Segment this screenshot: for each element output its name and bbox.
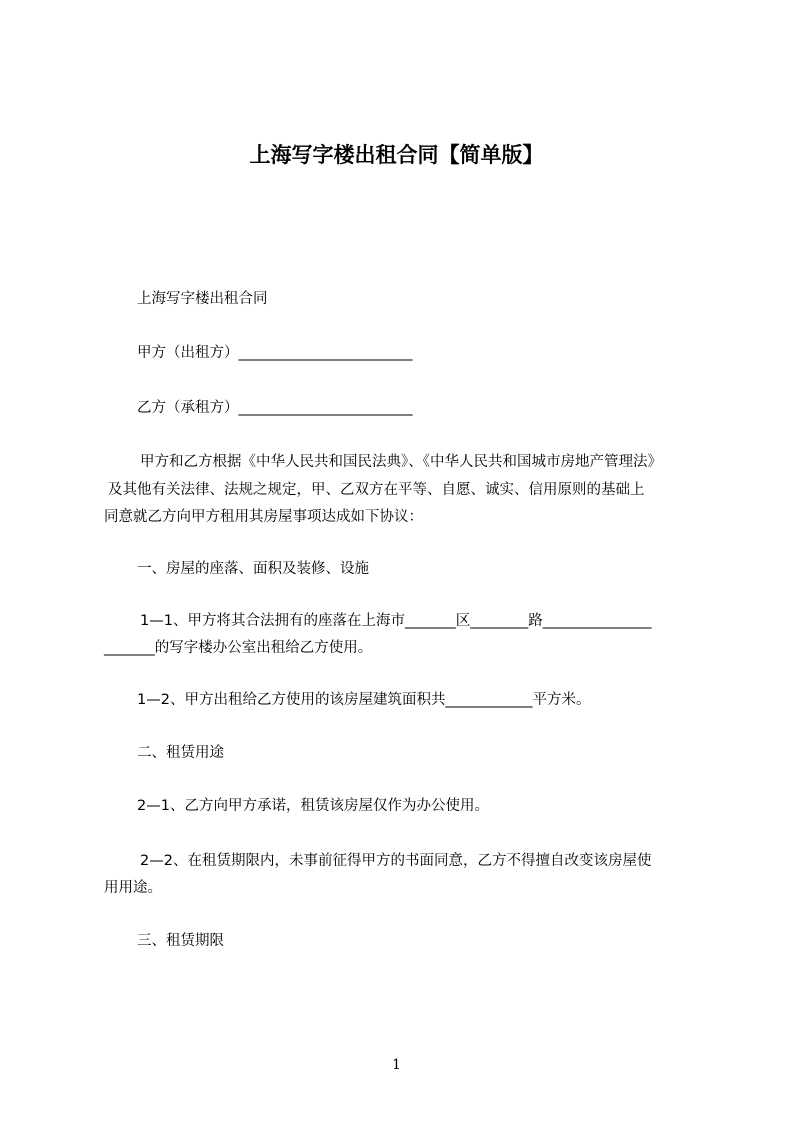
page-number: 1 bbox=[392, 1057, 401, 1073]
section-2-heading: 二、租赁用途 bbox=[137, 745, 224, 761]
clause-1-1-line-1: 1—1、甲方将其合法拥有的座落在上海市_______区________路_______________ bbox=[140, 613, 652, 629]
party-b-line: 乙方（承租方）________________________ bbox=[137, 400, 413, 416]
clause-2-1: 2—1、乙方向甲方承诺，租赁该房屋仅作为办公使用。 bbox=[137, 798, 489, 814]
clause-2-2-line-2: 用用途。 bbox=[104, 880, 162, 896]
document-title: 上海写字楼出租合同【简单版】 bbox=[249, 143, 544, 167]
contract-subtitle: 上海写字楼出租合同 bbox=[137, 291, 268, 307]
section-1-heading: 一、房屋的座落、面积及装修、设施 bbox=[137, 561, 369, 577]
clause-1-2: 1—2、甲方出租给乙方使用的该房屋建筑面积共____________平方米。 bbox=[137, 692, 591, 708]
preamble-line-1: 甲方和乙方根据《中华人民共和国民法典》、《中华人民共和国城市房地产管理法》 bbox=[140, 454, 662, 470]
preamble-line-2: 及其他有关法律、法规之规定，甲、乙双方在平等、自愿、诚实、信用原则的基础上 bbox=[108, 482, 645, 498]
clause-1-1-line-2: _______的写字楼办公室出租给乙方使用。 bbox=[104, 640, 373, 656]
party-a-line: 甲方（出租方）________________________ bbox=[137, 345, 413, 361]
preamble-line-3: 同意就乙方向甲方租用其房屋事项达成如下协议： bbox=[104, 509, 423, 525]
section-3-heading: 三、租赁期限 bbox=[137, 933, 224, 949]
clause-2-2-line-1: 2—2、在租赁期限内，未事前征得甲方的书面同意，乙方不得擅自改变该房屋使 bbox=[140, 853, 652, 869]
